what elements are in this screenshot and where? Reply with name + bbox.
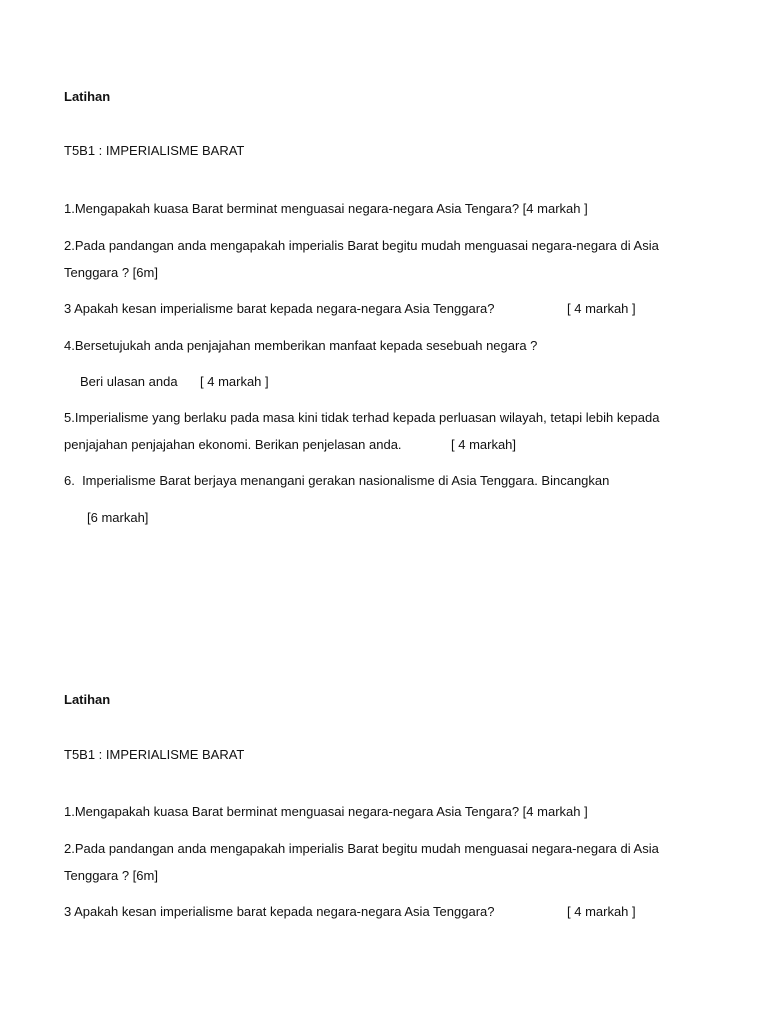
question-6-marks: [6 markah] (87, 510, 149, 525)
heading: Latihan (64, 692, 111, 707)
question-2-line-2: Tenggara ? [6m] (64, 265, 158, 280)
question-6-line-1: 6. Imperialisme Barat berjaya menangani gerakan nasionalisme di Asia Tenggara. Bincangkan (64, 473, 610, 488)
question-1: 1.Mengapakah kuasa Barat berminat menguasai negara-negara Asia Tengara? [4 markah ] (64, 201, 588, 216)
question-3: 3 Apakah kesan imperialisme barat kepada negara-negara Asia Tenggara? (64, 301, 495, 316)
question-1: 1.Mengapakah kuasa Barat berminat menguasai negara-negara Asia Tengara? [4 markah ] (64, 804, 588, 819)
question-5-line-1: 5.Imperialisme yang berlaku pada masa kini tidak terhad kepada perluasan wilayah, tetapi lebih kepada (64, 410, 660, 425)
question-3-marks: [ 4 markah ] (567, 301, 636, 316)
topic-title: T5B1 : IMPERIALISME BARAT (64, 143, 245, 158)
question-4-line-2: Beri ulasan anda (80, 374, 178, 389)
question-2-line-2: Tenggara ? [6m] (64, 868, 158, 883)
topic-title: T5B1 : IMPERIALISME BARAT (64, 747, 245, 762)
question-3: 3 Apakah kesan imperialisme barat kepada negara-negara Asia Tenggara? (64, 904, 495, 919)
question-4-marks: [ 4 markah ] (200, 374, 269, 389)
question-2-line-1: 2.Pada pandangan anda mengapakah imperialis Barat begitu mudah menguasai negara-negara di Asia (64, 841, 659, 856)
heading: Latihan (64, 89, 111, 104)
question-5-marks: [ 4 markah] (451, 437, 517, 452)
question-3-marks: [ 4 markah ] (567, 904, 636, 919)
question-5-line-2: penjajahan penjajahan ekonomi. Berikan penjelasan anda. (64, 437, 402, 452)
question-2-line-1: 2.Pada pandangan anda mengapakah imperialis Barat begitu mudah menguasai negara-negara di Asia (64, 238, 659, 253)
question-4-line-1: 4.Bersetujukah anda penjajahan memberikan manfaat kepada sesebuah negara ? (64, 338, 538, 353)
